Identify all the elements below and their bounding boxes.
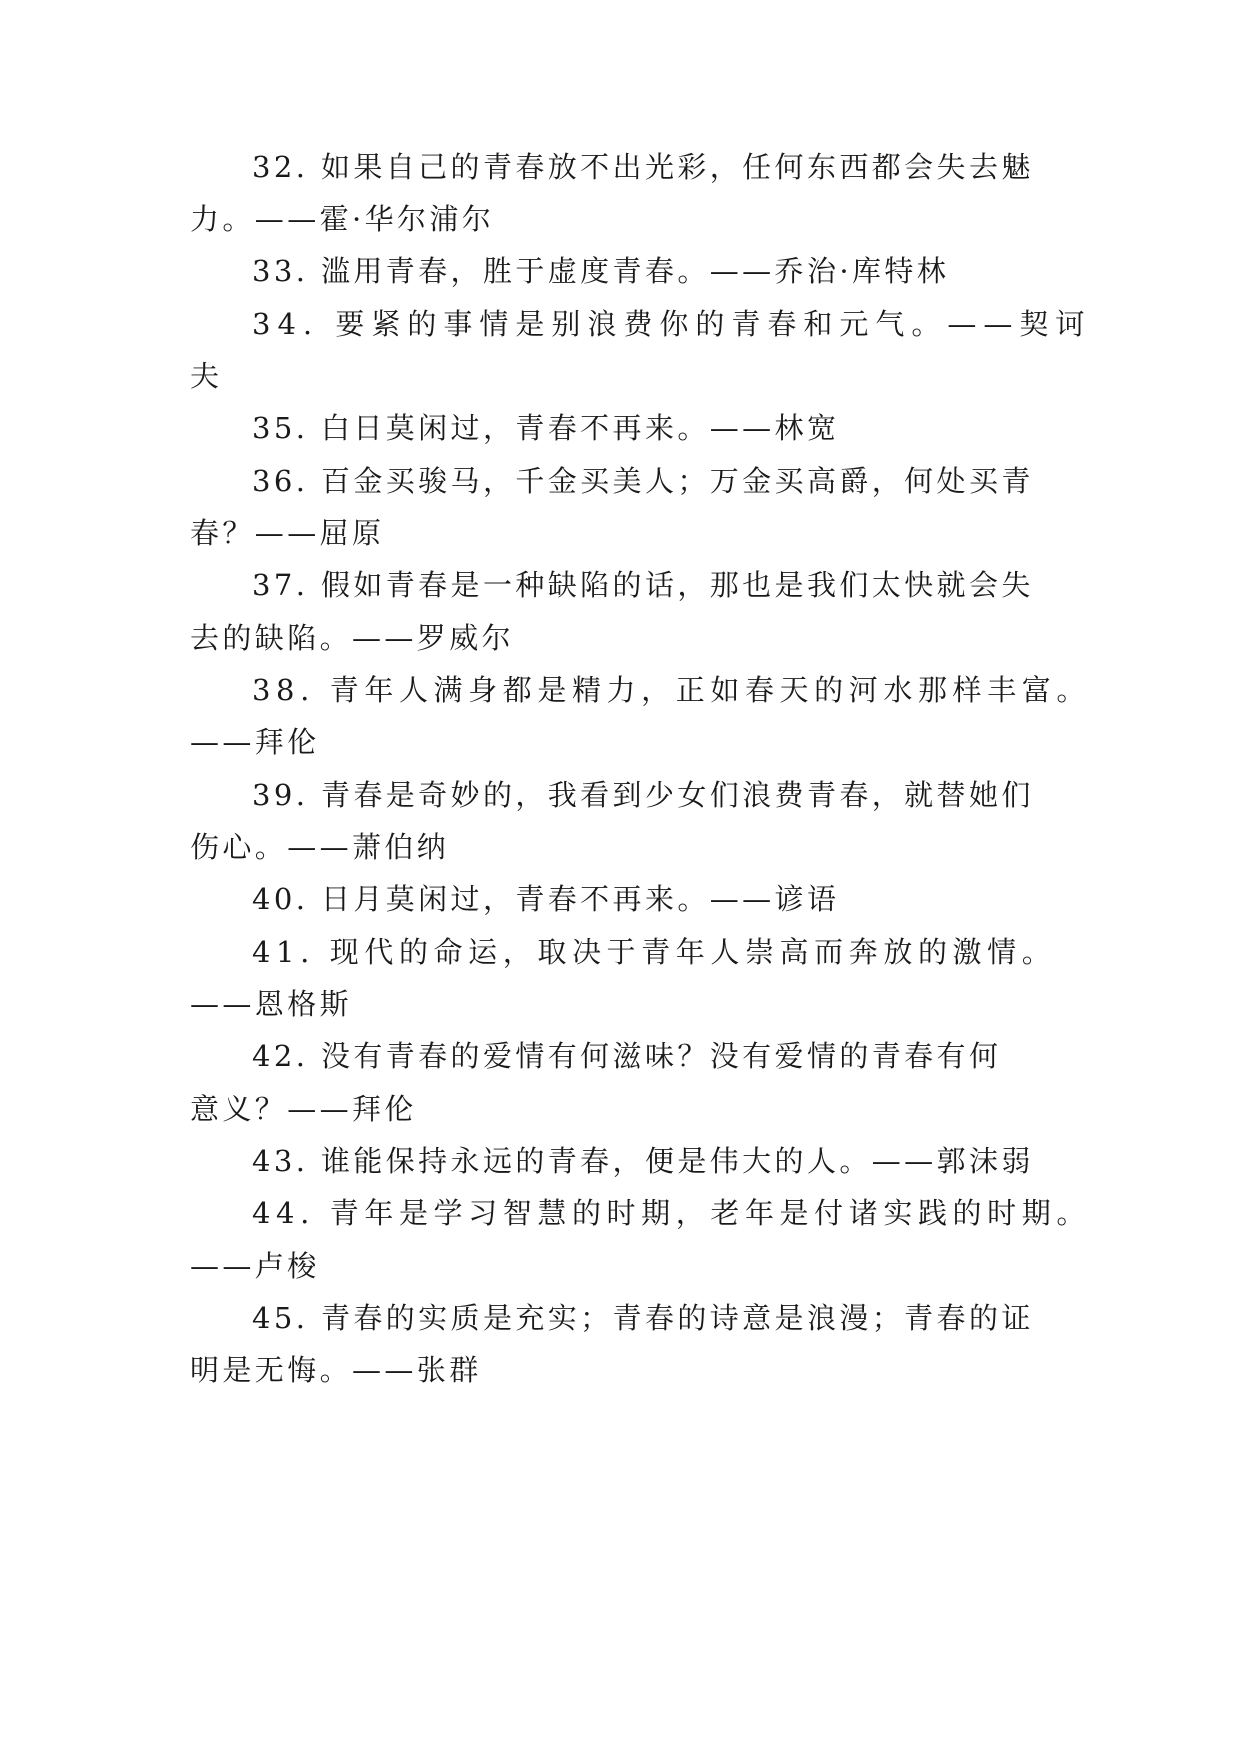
quote-32-line-2: 力。——霍·华尔浦尔 (190, 202, 495, 236)
quote-44-line-2: ——卢梭 (190, 1249, 320, 1283)
quote-34-line-1: 34. 要紧的事情是别浪费你的青春和元气。——契诃 (252, 307, 1092, 341)
quote-33-line-1: 33. 滥用青春，胜于虚度青春。——乔治·库特林 (252, 254, 950, 288)
quote-32-line-1: 32. 如果自己的青春放不出光彩，任何东西都会失去魅 (252, 150, 1034, 184)
quote-44-line-1: 44. 青年是学习智慧的时期，老年是付诸实践的时期。 (252, 1196, 1091, 1230)
quote-40-line-1: 40. 日月莫闲过，青春不再来。——谚语 (252, 882, 840, 916)
quote-37-line-1: 37. 假如青春是一种缺陷的话，那也是我们太快就会失 (252, 568, 1034, 602)
quote-41-line-1: 41. 现代的命运，取决于青年人崇高而奔放的激情。 (252, 935, 1057, 969)
quote-34-line-2: 夫 (190, 359, 223, 393)
quote-41-line-2: ——恩格斯 (190, 987, 353, 1021)
quote-39-line-1: 39. 青春是奇妙的，我看到少女们浪费青春，就替她们 (252, 778, 1034, 812)
quote-43-line-1: 43. 谁能保持永远的青春，便是伟大的人。——郭沫弱 (252, 1144, 1034, 1178)
quote-45-line-1: 45. 青春的实质是充实；青春的诗意是浪漫；青春的证 (252, 1301, 1034, 1335)
quote-38-line-1: 38. 青年人满身都是精力，正如春天的河水那样丰富。 (252, 673, 1091, 707)
quote-36-line-1: 36. 百金买骏马，千金买美人；万金买高爵，何处买青 (252, 464, 1034, 498)
quote-42-line-2: 意义？——拜伦 (190, 1092, 417, 1126)
quote-38-line-2: ——拜伦 (190, 725, 320, 759)
quote-39-line-2: 伤心。——萧伯纳 (190, 830, 450, 864)
quote-35-line-1: 35. 白日莫闲过，青春不再来。——林宽 (252, 411, 840, 445)
quote-36-line-2: 春？——屈原 (190, 516, 385, 550)
quote-42-line-1: 42. 没有青春的爱情有何滋味？没有爱情的青春有何 (252, 1039, 1002, 1073)
quote-37-line-2: 去的缺陷。——罗威尔 (190, 621, 515, 655)
quote-45-line-2: 明是无悔。——张群 (190, 1353, 482, 1387)
